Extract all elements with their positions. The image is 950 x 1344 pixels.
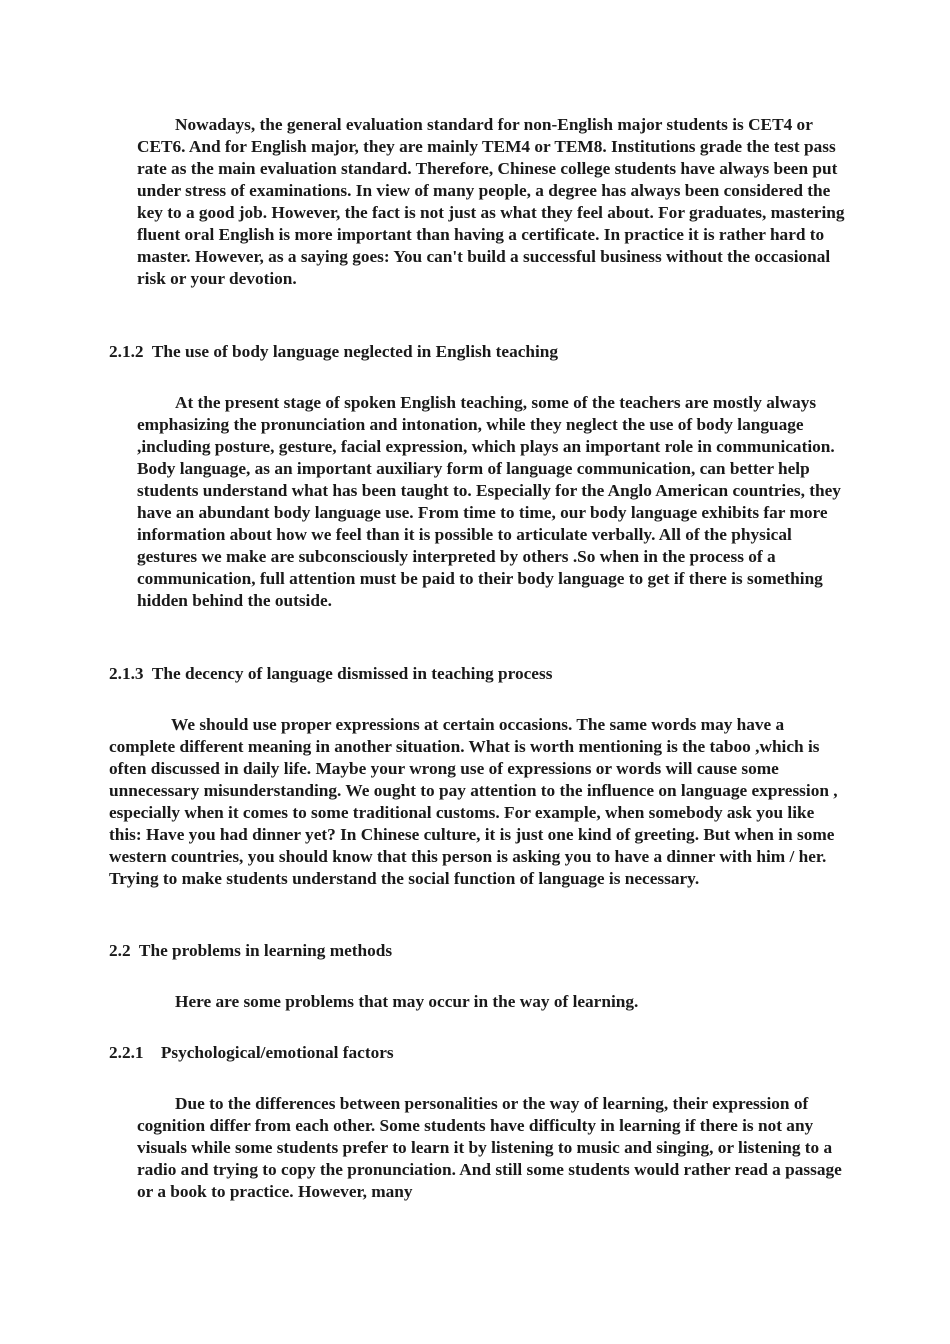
section-heading-2-1-2: 2.1.2 The use of body language neglected in English teaching bbox=[109, 342, 559, 361]
paragraph-decency-of-language: We should use proper expressions at certain occasions. The same words may have a complete different meaning in another situation. What is worth mentioning is the taboo ,which is often discussed in daily life. Maybe your wrong use of expressions or words will cause some unnecessary misunderstanding. We ought to pay attention to the influence on language expression , especially when it comes to some traditional customs. For example, when somebody ask you like this: Have you had dinner yet? In Chinese culture, it is just one kind of greeting. But when in some western countries, you should know that this person is asking you to have a dinner with him / her. Trying to make students understand the social function of language is necessary. bbox=[109, 715, 838, 888]
paragraph-body-language: At the present stage of spoken English teaching, some of the teachers are mostly always emphasizing the pronunciation and intonation, while they neglect the use of body language ,including posture, gesture, facial expression, which plays an important role in communication. Body language, as an important auxiliary form of language communication, can better help students understand what has been taught to. Especially for the Anglo American countries, they have an abundant body language use. From time to time, our body language exhibits far more information about how we feel than it is possible to articulate verbally. All of the physical gestures we make are subconsciously interpreted by others .So when in the process of a communication, full attention must be paid to their body language to get if there is something hidden behind the outside. bbox=[137, 393, 841, 610]
paragraph-evaluation-standard: Nowadays, the general evaluation standard for non-English major students is CET4 or CET6. And for English major, they are mainly TEM4 or TEM8. Institutions grade the test pass rate as the main evaluation standard. Therefore, Chinese college students have always been put under stress of examinations. In view of many people, a degree has always been considered the key to a good job. However, the fact is not just as what they feel about. For graduates, mastering fluent oral English is more important than having a certificate. In practice it is rather hard to master. However, as a saying goes: You can't build a successful business without the occasional risk or your devotion. bbox=[137, 115, 845, 288]
section-heading-2-1-3: 2.1.3 The decency of language dismissed in teaching process bbox=[109, 664, 553, 683]
section-heading-2-2: 2.2 The problems in learning methods bbox=[109, 941, 393, 960]
paragraph-psychological-factors: Due to the differences between personalities or the way of learning, their expression of cognition differ from each other. Some students have difficulty in learning if there is not any visuals while some students prefer to learn it by listening to music and singing, or listening to a radio and trying to copy the pronunciation. And still some students would rather read a passage or a book to practice. However, many bbox=[137, 1094, 842, 1201]
section-heading-2-2-1: 2.2.1 Psychological/emotional factors bbox=[109, 1043, 394, 1062]
paragraph-learning-problems-intro: Here are some problems that may occur in the way of learning. bbox=[175, 992, 639, 1011]
